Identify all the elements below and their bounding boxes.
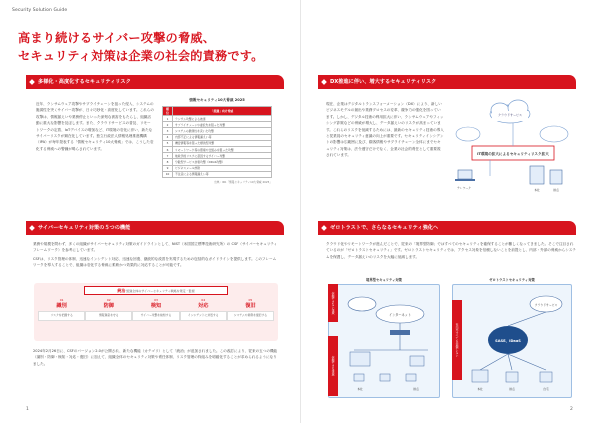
pc-icon <box>354 374 364 381</box>
section-heading-zerotrust: ゼロトラストで、さらなるセキュリティ強化へ <box>318 221 576 235</box>
csf-step-num: 01 <box>59 298 64 302</box>
csf-step <box>180 298 227 321</box>
csf-step-label: 対応 <box>198 303 209 309</box>
csf-step <box>85 298 132 321</box>
page-number-left: 1 <box>26 407 29 412</box>
hq-building-icon <box>472 370 488 382</box>
section-body-csf1: 業務や規模を問わず、多くの組織がサイバーセキュリティ対策のガイドラインとして、NIST（米国国立標準技術研究所）の CSF（サイバーセキュリティフレームワーク）を参考にしています。 <box>33 242 278 253</box>
branch-label: 拠点 <box>413 387 419 391</box>
table-cell-rank: 2 <box>163 122 173 128</box>
no-trust-tag: 社内外すべてを信頼しない <box>452 300 462 380</box>
remote-label: テレワーク <box>457 186 471 190</box>
csf-step-desc: 情報資産を守る <box>85 311 132 321</box>
csf-step <box>227 298 274 321</box>
csf-step <box>132 298 179 321</box>
perimeter-title: 境界型セキュリティ対策 <box>366 278 402 282</box>
building-icon <box>530 166 562 184</box>
csf-step-label: 識別 <box>56 303 67 309</box>
table-cell-threat: 地政学的リスクに起因するサイバー攻撃 <box>173 153 272 159</box>
csf-step-desc: インシデントに対処する <box>180 311 227 321</box>
cloud-icon <box>348 297 376 311</box>
table-cell-rank: 8 <box>163 159 173 165</box>
csf-step-num: 02 <box>106 298 111 302</box>
section-heading-dx: DX推進に伴い、増大するセキュリティリスク <box>318 75 576 89</box>
zerotrust-network <box>464 286 570 396</box>
govern-label: 統治 <box>117 288 126 293</box>
cloud-icon <box>490 100 530 123</box>
branch-label: 拠点 <box>509 387 515 391</box>
header-guide: Security Solution Guide <box>12 8 68 13</box>
table-cell-rank: 9 <box>163 165 173 171</box>
section-body-zerotrust: クラウド化やリモートワークが進んだことで、従来の「境界型防御」ではすべてのセキュリティを確保することが難しくなってきました。そこで注目されているのが「ゼロトラストセキュリティ」です。ゼロトラストセキュリティでは、アクセス対象を信頼しないことを前提とし、内部・外部の脅威からシステムを保護し、データ漏えいのリスクを大幅に低減します。 <box>326 242 576 259</box>
table-cell-rank: 1 <box>163 116 173 122</box>
table-source: 出典：IPA「情報セキュリティ10大脅威 2025」 <box>214 180 272 184</box>
csf-panel <box>34 283 278 341</box>
table-cell-threat: 機密情報等を狙った標的型攻撃 <box>173 140 272 146</box>
csf-step-desc: サイバー攻撃を検知する <box>132 311 179 321</box>
csf-step-num: 04 <box>201 298 206 302</box>
govern-band <box>84 286 228 295</box>
table-cell-threat: リモートワーク等の環境や仕組みを狙った攻撃 <box>173 146 272 152</box>
section-heading-csf: サイバーセキュリティ対策の５つの機能 <box>26 221 284 235</box>
table-cell-threat: 不注意による情報漏えい等 <box>173 171 272 177</box>
sase-label: SASE、IDaaS <box>495 339 521 343</box>
threat-table <box>162 106 272 178</box>
branch-building-icon <box>410 356 424 366</box>
table-cell-threat: サプライチェーンや委託先を狙った攻撃 <box>173 122 272 128</box>
section-body-dx: 現在、企業はデジタルトランスフォーメーション（DX）により、新しいビジネスモデルの創出や業務プロセスの変革、競争力の強化を図っています。しかし、デジタル技術の利用拡大に伴い、ランサムウェアやフィッシング詐欺などの脅威が増大し、データ漏えいのリスクが高まっています。これらのリスクを低減するためには、最新のセキュリティ技術の導入と従業員のセキュリティ意識の向上が重要です。セキュリティインシデントの影響は広範囲に及び、顧客情報やサプライチェーン全体にまでセキュリティ対策は、法令遵守だけでなく、企業の社会的責任として重要視されています。 <box>326 102 444 158</box>
page-number-right: 2 <box>570 407 573 412</box>
trusted-tag: 信頼できる領域 <box>328 336 338 396</box>
table-cell-threat: 内部不正による情報漏えい等 <box>173 134 272 140</box>
table-header-rank: 順位 <box>163 107 173 116</box>
table-cell-rank: 7 <box>163 153 173 159</box>
csf-step-desc: リスクを把握する <box>38 311 85 321</box>
untrusted-tag: 信頼できない領域 <box>328 284 338 322</box>
hq-label: 本社 <box>357 387 363 391</box>
home-label: 自宅 <box>543 387 549 391</box>
table-cell-rank: 10 <box>163 171 173 177</box>
section-body-csf3: 2024年2月26日に、CSFのバージョン2.0が公開され、新たな機能（カテゴリ）として「統治」が追加されました。この改訂により、従来の五つの機能（識別・防御・検知・対応・復旧）に加えて、組織全体のセキュリティ対策や責任体制、リスク管理の枠組みを明確化することが求められるようになりました。 <box>33 349 278 366</box>
firewall-icon <box>390 330 410 335</box>
csf-steps <box>38 298 274 321</box>
cloud-service-label: クラウドサービス <box>534 303 558 307</box>
hq-label: 本社 <box>477 387 483 391</box>
csf-step-num: 05 <box>248 298 253 302</box>
table-row <box>163 171 272 177</box>
pc-icon <box>406 374 416 381</box>
laptop-icon <box>455 170 475 181</box>
table-cell-rank: 4 <box>163 134 173 140</box>
section-body-risk: 近年、ランサムウェア攻撃やサプライチェーンを狙った侵入、システムの脆弱性を突くサイバー攻撃が、日々巧妙化・高度化しています。これらの攻撃は、情報漏えいや業務停止といった深刻な被害をもたらし、組織活動に重大な影響を及ぼします。また、クラウドサービスの普及、リモートワークの定着、IoTデバイスの増加など、IT環境の変化に伴い、新たなサイバーリスクが顕在化しています。独立行政法人情報処理推進機構（IPA）が毎年発表する「情報セキュリティ10大脅威」では、こうした変化する脅威への警鐘が鳴らされています。 <box>36 102 154 151</box>
csf-step <box>38 298 85 321</box>
table-cell-rank: 3 <box>163 128 173 134</box>
hq-building-icon <box>350 352 370 366</box>
internet-label: インターネット <box>388 313 412 317</box>
section-body-csf2: CSFは、リスク管理の体制、迅速なインシデント対応、迅速な回復、継続的な改善を実現するための包括的なガイドラインを提供します。このフレームワークを導入することで、組織は変化する脅威に柔軟かつ効果的に対応することが可能です。 <box>33 257 277 268</box>
govern-desc: 組織全体のサイバーセキュリティ戦略を策定・監視 <box>126 289 195 293</box>
branch-label: 拠点 <box>553 188 559 192</box>
table-header-threat: 「組織」向け脅威 <box>173 107 272 116</box>
it-risk-label: IT環境の拡大によるセキュリティリスク拡大 <box>477 152 549 156</box>
cloud-small-icon <box>456 127 480 141</box>
csf-step-label: 検知 <box>150 303 162 309</box>
csf-step-num: 03 <box>154 298 158 302</box>
section-heading-risk: 多様化・高度化するセキュリティリスク <box>26 75 284 89</box>
dx-diagram <box>450 96 578 202</box>
cloud-label: クラウドサービス <box>497 113 523 117</box>
cloud-small-icon <box>540 126 568 142</box>
table-cell-threat: 分散型サービス妨害攻撃（DDoS攻撃） <box>173 159 272 165</box>
table-cell-threat: ランサム攻撃による被害 <box>173 116 272 122</box>
pc-icon <box>380 374 390 381</box>
csf-step-label: 防御 <box>103 303 114 309</box>
home-icon <box>540 372 552 382</box>
table-cell-rank: 5 <box>163 140 173 146</box>
table-cell-threat: システムの脆弱性を突いた攻撃 <box>173 128 272 134</box>
perimeter-network <box>340 286 438 396</box>
branch-building-icon <box>506 372 518 382</box>
page-title-line1: 高まり続けるサイバー攻撃の脅威、 <box>18 31 216 45</box>
page-divider <box>300 0 301 423</box>
hq-label: 本社 <box>534 188 540 192</box>
csf-step-label: 復旧 <box>245 303 256 309</box>
table-title: 情報セキュリティ10大脅威 2025 <box>189 98 245 102</box>
page-title-line2: セキュリティ対策は企業の社会的責務です。 <box>18 49 264 63</box>
csf-step-desc: システムや業務を復旧する <box>227 311 274 321</box>
table-cell-rank: 6 <box>163 146 173 152</box>
zerotrust-title: ゼロトラストセキュリティ対策 <box>489 278 535 282</box>
table-cell-threat: ビジネスメール詐欺 <box>173 165 272 171</box>
